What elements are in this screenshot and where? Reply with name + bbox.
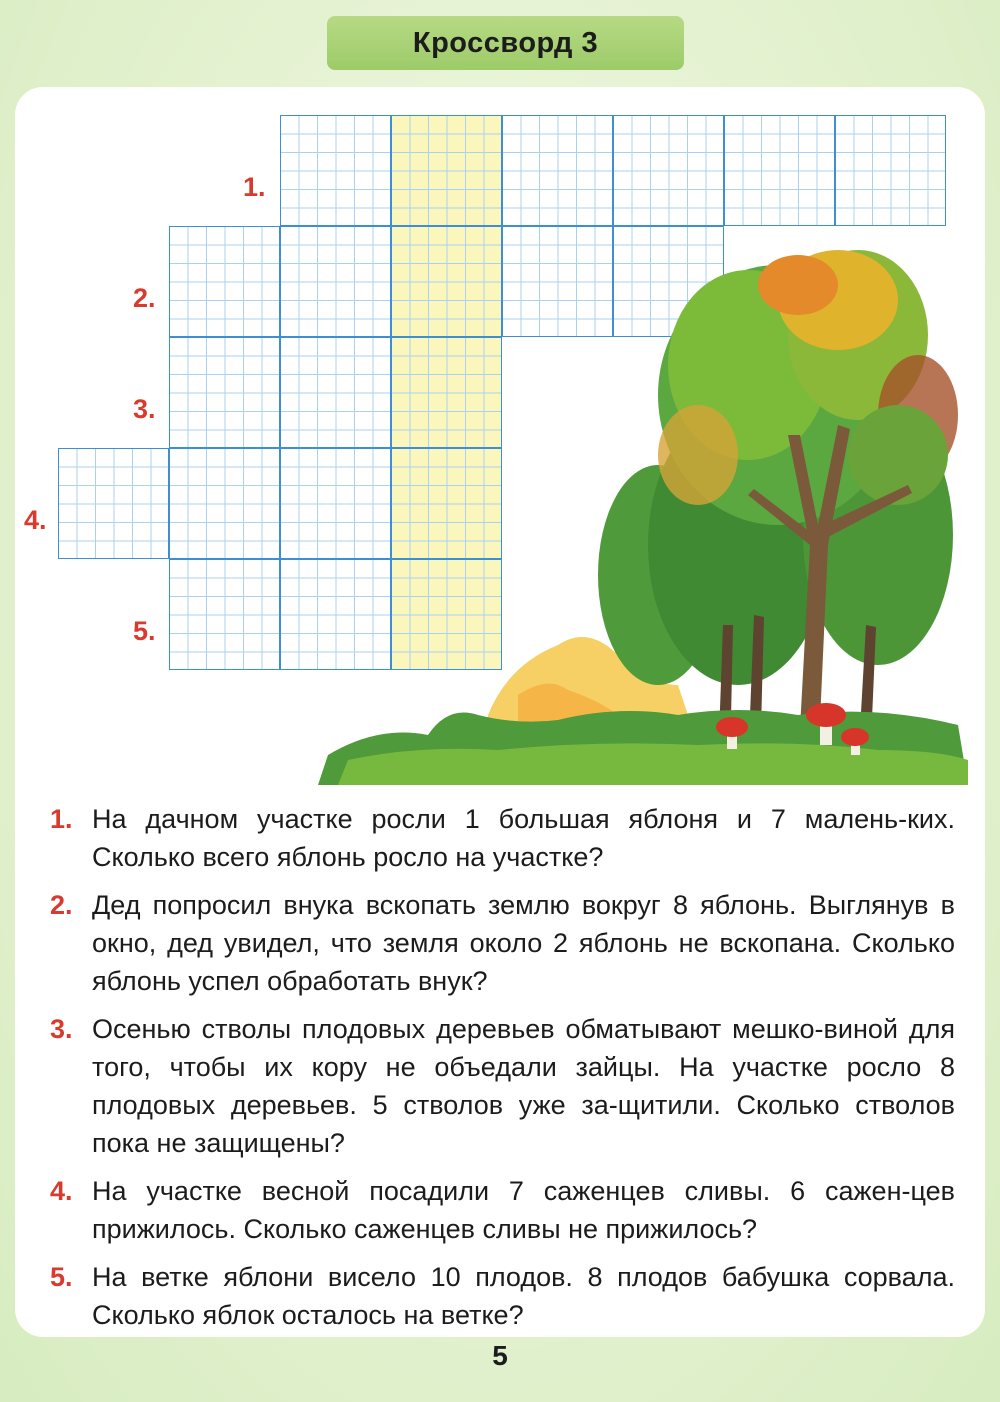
page-title: Кроссворд 3: [327, 16, 684, 70]
clues-list: [50, 800, 955, 1344]
clue-item: [50, 1172, 955, 1248]
row-label-3: 3.: [133, 394, 156, 424]
row-label-1: 1.: [243, 172, 266, 202]
clue-item: [50, 1010, 955, 1162]
crossword-cell[interactable]: [280, 115, 391, 226]
crossword-cell[interactable]: [169, 559, 280, 670]
crossword-cell[interactable]: [835, 115, 946, 226]
crossword-cell[interactable]: [58, 448, 169, 559]
clue-text: Дед попросил внука вскопать землю вокруг 8 яблонь. Выглянув в окно, дед увидел, что земля около 2 яблонь не вскопана. Сколько яблонь успел обработать внук?: [92, 890, 955, 996]
crossword-cell[interactable]: [613, 115, 724, 226]
crossword-cell[interactable]: [169, 226, 280, 337]
clue-text: Осенью стволы плодовых деревьев обматывают мешко-виной для того, чтобы их кору не объедали зайцы. На участке росло 8 плодовых деревьев. 5 стволов уже за-щитили. Сколько стволов пока не защищены?: [92, 1014, 955, 1158]
clue-number: 1.: [50, 804, 73, 834]
clue-number: 3.: [50, 1014, 73, 1044]
crossword-key-cell[interactable]: [391, 115, 502, 226]
tree-illustration: [318, 245, 978, 785]
row-label-4: 4.: [24, 505, 47, 535]
clue-item: [50, 1258, 955, 1334]
page-number: 5: [492, 1340, 508, 1371]
row-label-2: 2.: [133, 283, 156, 313]
clue-number: 2.: [50, 890, 73, 920]
clue-text: На ветке яблони висело 10 плодов. 8 плодов бабушка сорвала. Сколько яблок осталось на ветке?: [92, 1262, 955, 1330]
clue-item: [50, 886, 955, 1000]
clue-number: 4.: [50, 1176, 73, 1206]
crossword-cell[interactable]: [724, 115, 835, 226]
clue-text: На участке весной посадили 7 саженцев сливы. 6 сажен-цев прижилось. Сколько саженцев сливы не прижилось?: [92, 1176, 955, 1244]
crossword-cell[interactable]: [169, 337, 280, 448]
crossword-cell[interactable]: [502, 115, 613, 226]
crossword-cell[interactable]: [169, 448, 280, 559]
row-label-5: 5.: [133, 616, 156, 646]
clue-text: На дачном участке росли 1 большая яблоня и 7 малень-ких. Сколько всего яблонь росло на участке?: [92, 804, 955, 872]
clue-item: [50, 800, 955, 876]
clue-number: 5.: [50, 1262, 73, 1292]
